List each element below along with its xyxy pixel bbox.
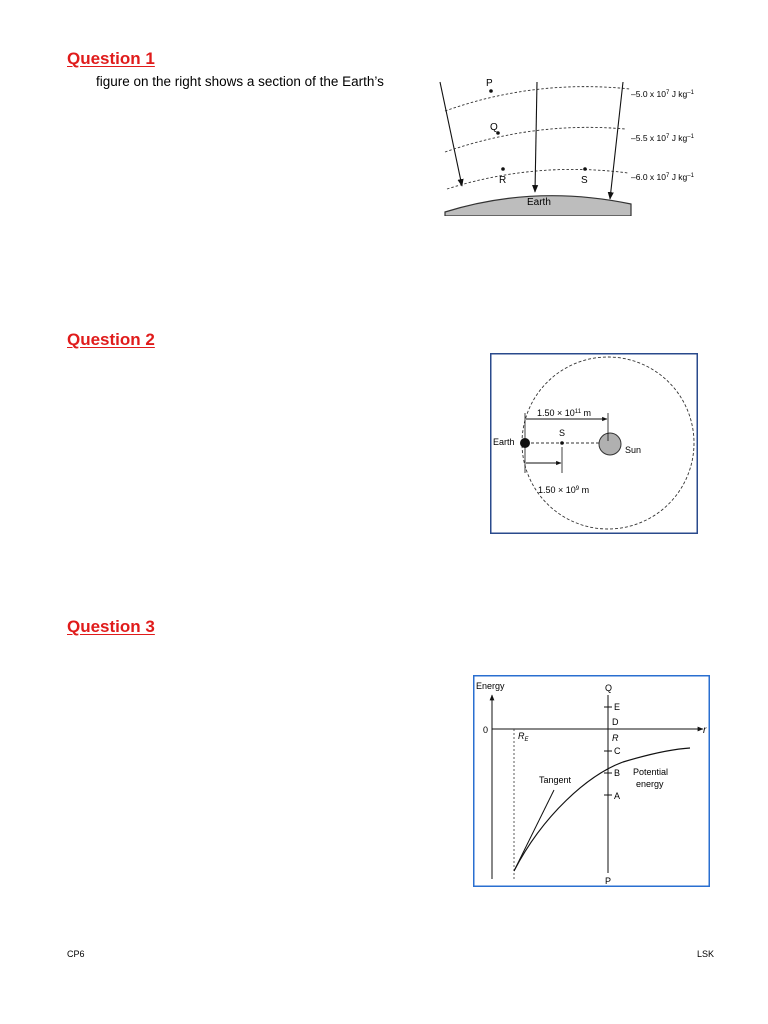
tick-label-r: R <box>612 733 619 743</box>
zero-label: 0 <box>483 725 489 735</box>
point-s-dot <box>583 167 587 171</box>
r-axis-label: r <box>703 725 707 736</box>
question-2-heading: Question 2 <box>67 330 155 349</box>
potential-label-2: –5.5 x $10^7$ J $kg^{-1}$ <box>631 133 694 143</box>
tick-label-e: E <box>614 702 621 712</box>
earth-sun-figure <box>490 353 698 534</box>
earth-radius-label: $R_E$ <box>518 731 529 743</box>
tick-label-d: D <box>612 717 619 727</box>
field-line-arrow <box>440 82 462 186</box>
sun-circle <box>599 433 621 455</box>
tick-label-a: A <box>614 791 621 801</box>
potential-label-line2: energy <box>636 779 664 789</box>
field-line-arrow <box>610 82 623 199</box>
earth-label: Earth <box>493 437 515 447</box>
question-1-intro: figure on the right shows a section of the Earth’s <box>96 74 384 89</box>
q-label: Q <box>605 683 613 693</box>
point-r-dot <box>501 167 505 171</box>
p-label: P <box>605 876 612 886</box>
potential-energy-graph <box>473 675 710 887</box>
distance-top-label: $1.50 \times 10^{11}$ m <box>537 408 592 418</box>
earth-label: Earth <box>527 197 551 208</box>
point-p-label: P <box>486 78 493 89</box>
point-p-dot <box>489 89 493 93</box>
tick-label-b: B <box>614 768 621 778</box>
tick-label-c: C <box>614 746 621 756</box>
field-line-arrow <box>535 82 537 192</box>
distance-bottom-label: $1.50 \times 10^9$ m <box>538 485 590 495</box>
equipotential-line <box>445 87 630 111</box>
footer-right: LSK <box>697 949 715 959</box>
equipotential-line <box>447 169 628 189</box>
potential-label-3: –6.0 x $10^7$ J $kg^{-1}$ <box>631 172 694 182</box>
point-r-label: R <box>499 175 507 186</box>
equipotential-line <box>445 127 625 152</box>
figure-frame <box>474 676 710 887</box>
earth-dot <box>520 438 530 448</box>
question-3-heading: Question 3 <box>67 617 155 636</box>
earth-field-figure <box>435 74 710 216</box>
point-s-dot <box>560 441 564 445</box>
point-s-label: S <box>559 428 566 438</box>
tangent-label: Tangent <box>539 775 572 785</box>
energy-axis-label: Energy <box>476 681 505 691</box>
footer-left: CP6 <box>67 949 85 959</box>
question-1-heading: Question 1 <box>67 49 155 68</box>
potential-label-1: –5.0 x $10^7$ J $kg^{-1}$ <box>631 89 694 99</box>
sun-label: Sun <box>625 445 642 455</box>
point-q-label: Q <box>490 122 498 133</box>
potential-label-line1: Potential <box>633 767 669 777</box>
point-s-label: S <box>581 175 588 186</box>
